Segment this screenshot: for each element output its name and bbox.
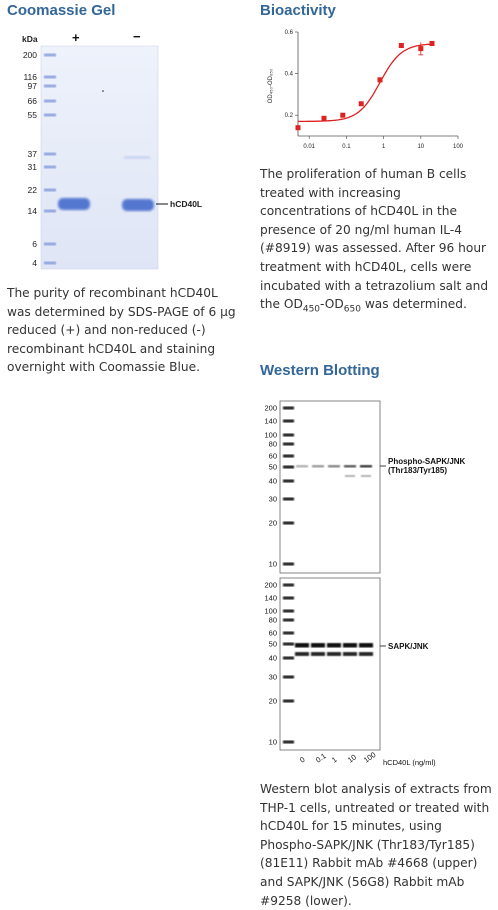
gel-speck — [102, 90, 104, 92]
blot-marker-label: 20 — [268, 696, 277, 706]
chart-point — [340, 113, 345, 118]
lower-blot-frame — [280, 578, 380, 750]
gel-ladder-band — [44, 85, 56, 88]
blot-marker-label: 140 — [264, 416, 277, 426]
lower-blot-band-lower — [327, 652, 341, 656]
blot-ladder-band — [283, 522, 294, 525]
lower-blot-band-lower — [359, 652, 373, 656]
gel-marker-label: 31 — [27, 162, 37, 172]
upper-blot-band — [296, 465, 308, 468]
blot-marker-label: 140 — [264, 593, 277, 603]
blot-ladder-band — [283, 597, 294, 600]
chart-x-tick-label: 10 — [417, 144, 425, 150]
lane-label: 1 — [329, 754, 339, 765]
blot-marker-label: 10 — [268, 737, 277, 747]
lane-label: 0.1 — [313, 751, 328, 765]
gel-ladder-band — [44, 76, 56, 79]
blot-marker-label: 200 — [264, 580, 277, 590]
gel-ladder-band — [44, 114, 56, 117]
chart-point — [322, 116, 327, 121]
chart-fit-curve — [298, 44, 432, 121]
blot-marker-label: 50 — [268, 462, 277, 472]
lower-blot-band-upper — [343, 643, 357, 648]
blot-ladder-band — [283, 657, 294, 660]
gel-marker-labels — [23, 50, 37, 268]
chart-y-tick-label: 0.2 — [284, 113, 293, 120]
bioactivity-chart — [258, 26, 468, 158]
blot-ladder-band — [283, 455, 294, 458]
blot-marker-label: 40 — [268, 476, 277, 486]
chart-y-label: OD₄₅₀-OD₆₅₀ — [268, 68, 274, 104]
lower-blot-marker-labels — [264, 581, 277, 747]
lane-label: 10 — [345, 752, 358, 765]
gel-band-nonreduced — [122, 199, 154, 211]
upper-blot-minor-band — [361, 475, 371, 477]
lower-blot-label: SAPK/JNK — [388, 642, 429, 651]
chart-point — [418, 46, 423, 51]
gel-ladder-band — [44, 54, 56, 57]
chart-point — [359, 101, 364, 106]
gel-ladder-band — [44, 243, 56, 246]
blot-marker-label: 10 — [268, 559, 277, 569]
chart-x-tick-label: 1 — [381, 144, 386, 150]
bioactivity-heading: Bioactivity — [260, 2, 336, 19]
blot-ladder-band — [283, 619, 294, 622]
blot-marker-label: 80 — [268, 439, 277, 449]
bioactivity-caption: The proliferation of human B cells treated with increasing concentrations of hCD40L in the presence of 20 ng/ml human IL-4 (#8919) was assessed. After 96 hour treatment with hCD40L, cells were incubated with a tetrazolium salt and the $OD_{450}-OD_{650}$ was determined. — [260, 167, 489, 315]
western-blot-figure — [258, 395, 493, 780]
chart-point — [399, 43, 404, 48]
blot-ladder-band — [283, 643, 294, 646]
gel-marker-label: 37 — [27, 149, 37, 159]
blot-ladder-band — [283, 407, 294, 410]
blot-ladder-band — [283, 466, 294, 469]
lower-blot-band-upper — [311, 643, 325, 648]
chart-x-tick-label: 0.1 — [342, 144, 351, 150]
blot-marker-label: 100 — [264, 430, 277, 440]
gel-marker-label: 14 — [27, 206, 37, 216]
blot-marker-label: 60 — [268, 451, 277, 461]
western-heading: Western Blotting — [260, 362, 380, 379]
gel-ladder-band — [44, 166, 56, 169]
upper-blot-label-2: (Thr183/Tyr185) — [388, 466, 447, 475]
gel-marker-label: 66 — [27, 96, 37, 106]
gel-faint-band — [124, 156, 150, 159]
chart-point — [429, 41, 434, 46]
blot-ladder-band — [283, 700, 294, 703]
chart-x-tick-label: 100 — [452, 144, 464, 150]
upper-blot-marker-labels — [264, 404, 277, 569]
chart-x-ticks — [303, 136, 463, 150]
gel-marker-label: 55 — [27, 110, 37, 120]
chart-y-tick-label: 0.6 — [284, 30, 293, 36]
coomassie-caption: The purity of recombinant hCD40L was determined by SDS-PAGE of 6 µg reduced (+) and non-reduced (-) recombinant hCD40L and staining overnight with Coomassie Blue. — [7, 286, 236, 375]
gel-marker-label: 97 — [27, 81, 37, 91]
blot-ladder-band — [283, 584, 294, 587]
lane-labels — [298, 750, 377, 765]
upper-blot-band — [360, 465, 372, 468]
chart-y-tick-label: 0.4 — [284, 71, 293, 78]
upper-blot-band — [328, 465, 340, 468]
gel-ladder-band — [44, 210, 56, 213]
lane-label-nonreduced: − — [133, 29, 141, 44]
gel-marker-label: 200 — [22, 50, 37, 60]
blot-ladder-band — [283, 434, 294, 437]
kda-header: kDa — [22, 34, 38, 44]
chart-y-ticks — [285, 30, 298, 119]
blot-ladder-band — [283, 632, 294, 635]
gel-band-label: hCD40L — [170, 199, 203, 209]
blot-marker-label: 20 — [268, 518, 277, 528]
upper-blot-band — [312, 465, 324, 468]
upper-blot-minor-band — [345, 475, 355, 477]
blot-ladder-band — [283, 563, 294, 566]
blot-marker-label: 100 — [264, 606, 277, 616]
lane-unit-label: hCD40L (ng/ml) — [383, 758, 436, 767]
blot-ladder-band — [283, 741, 294, 744]
lower-blot-band-upper — [359, 643, 373, 648]
gel-ladder-band — [44, 100, 56, 103]
blot-ladder-band — [283, 420, 294, 423]
chart-point — [377, 77, 382, 82]
blot-marker-label: 30 — [268, 672, 277, 682]
blot-ladder-band — [283, 498, 294, 501]
lower-blot-band-lower — [295, 652, 309, 656]
lower-blot-band-lower — [343, 652, 357, 656]
upper-blot-band — [344, 465, 356, 468]
lower-blot-band-upper — [327, 643, 341, 648]
chart-error-bars — [377, 41, 434, 82]
lane-label-reduced: + — [72, 30, 80, 45]
gel-marker-label: 4 — [32, 258, 37, 268]
coomassie-gel-figure — [0, 28, 240, 273]
gel-ladder-band — [44, 153, 56, 156]
lower-blot-band-upper — [295, 643, 309, 648]
blot-marker-label: 50 — [268, 639, 277, 649]
lane-label: 0 — [297, 754, 307, 765]
blot-ladder-band — [283, 676, 294, 679]
blot-marker-label: 40 — [268, 653, 277, 663]
coomassie-heading: Coomassie Gel — [7, 2, 116, 19]
upper-blot-frame — [280, 401, 380, 573]
blot-ladder-band — [283, 443, 294, 446]
blot-marker-label: 60 — [268, 628, 277, 638]
gel-ladder-band — [44, 189, 56, 192]
lane-label: 100 — [361, 750, 378, 765]
chart-x-tick-label: 0.01 — [303, 144, 316, 150]
blot-marker-label: 200 — [264, 403, 277, 413]
western-caption: Western blot analysis of extracts from THP-1 cells, untreated or treated with hCD40L for 15 minutes, using Phospho-SAPK/JNK (Thr183/Tyr185) (81E11) Rabbit mAb #4668 (upper) and SAPK/JNK (56G8) Rabbit mAb #9258 (lower). — [260, 782, 492, 908]
gel-marker-label: 116 — [23, 72, 37, 82]
gel-marker-label: 6 — [32, 239, 37, 249]
blot-ladder-band — [283, 480, 294, 483]
gel-ladder-band — [44, 262, 56, 265]
blot-ladder-band — [283, 610, 294, 613]
gel-marker-label: 22 — [27, 185, 37, 195]
upper-blot-label-1: Phospho-SAPK/JNK — [388, 457, 466, 466]
lower-blot-band-lower — [311, 652, 325, 656]
chart-point — [296, 125, 301, 130]
blot-marker-label: 30 — [268, 494, 277, 504]
gel-band-reduced — [58, 198, 90, 210]
chart-points — [296, 41, 435, 130]
blot-marker-label: 80 — [268, 615, 277, 625]
